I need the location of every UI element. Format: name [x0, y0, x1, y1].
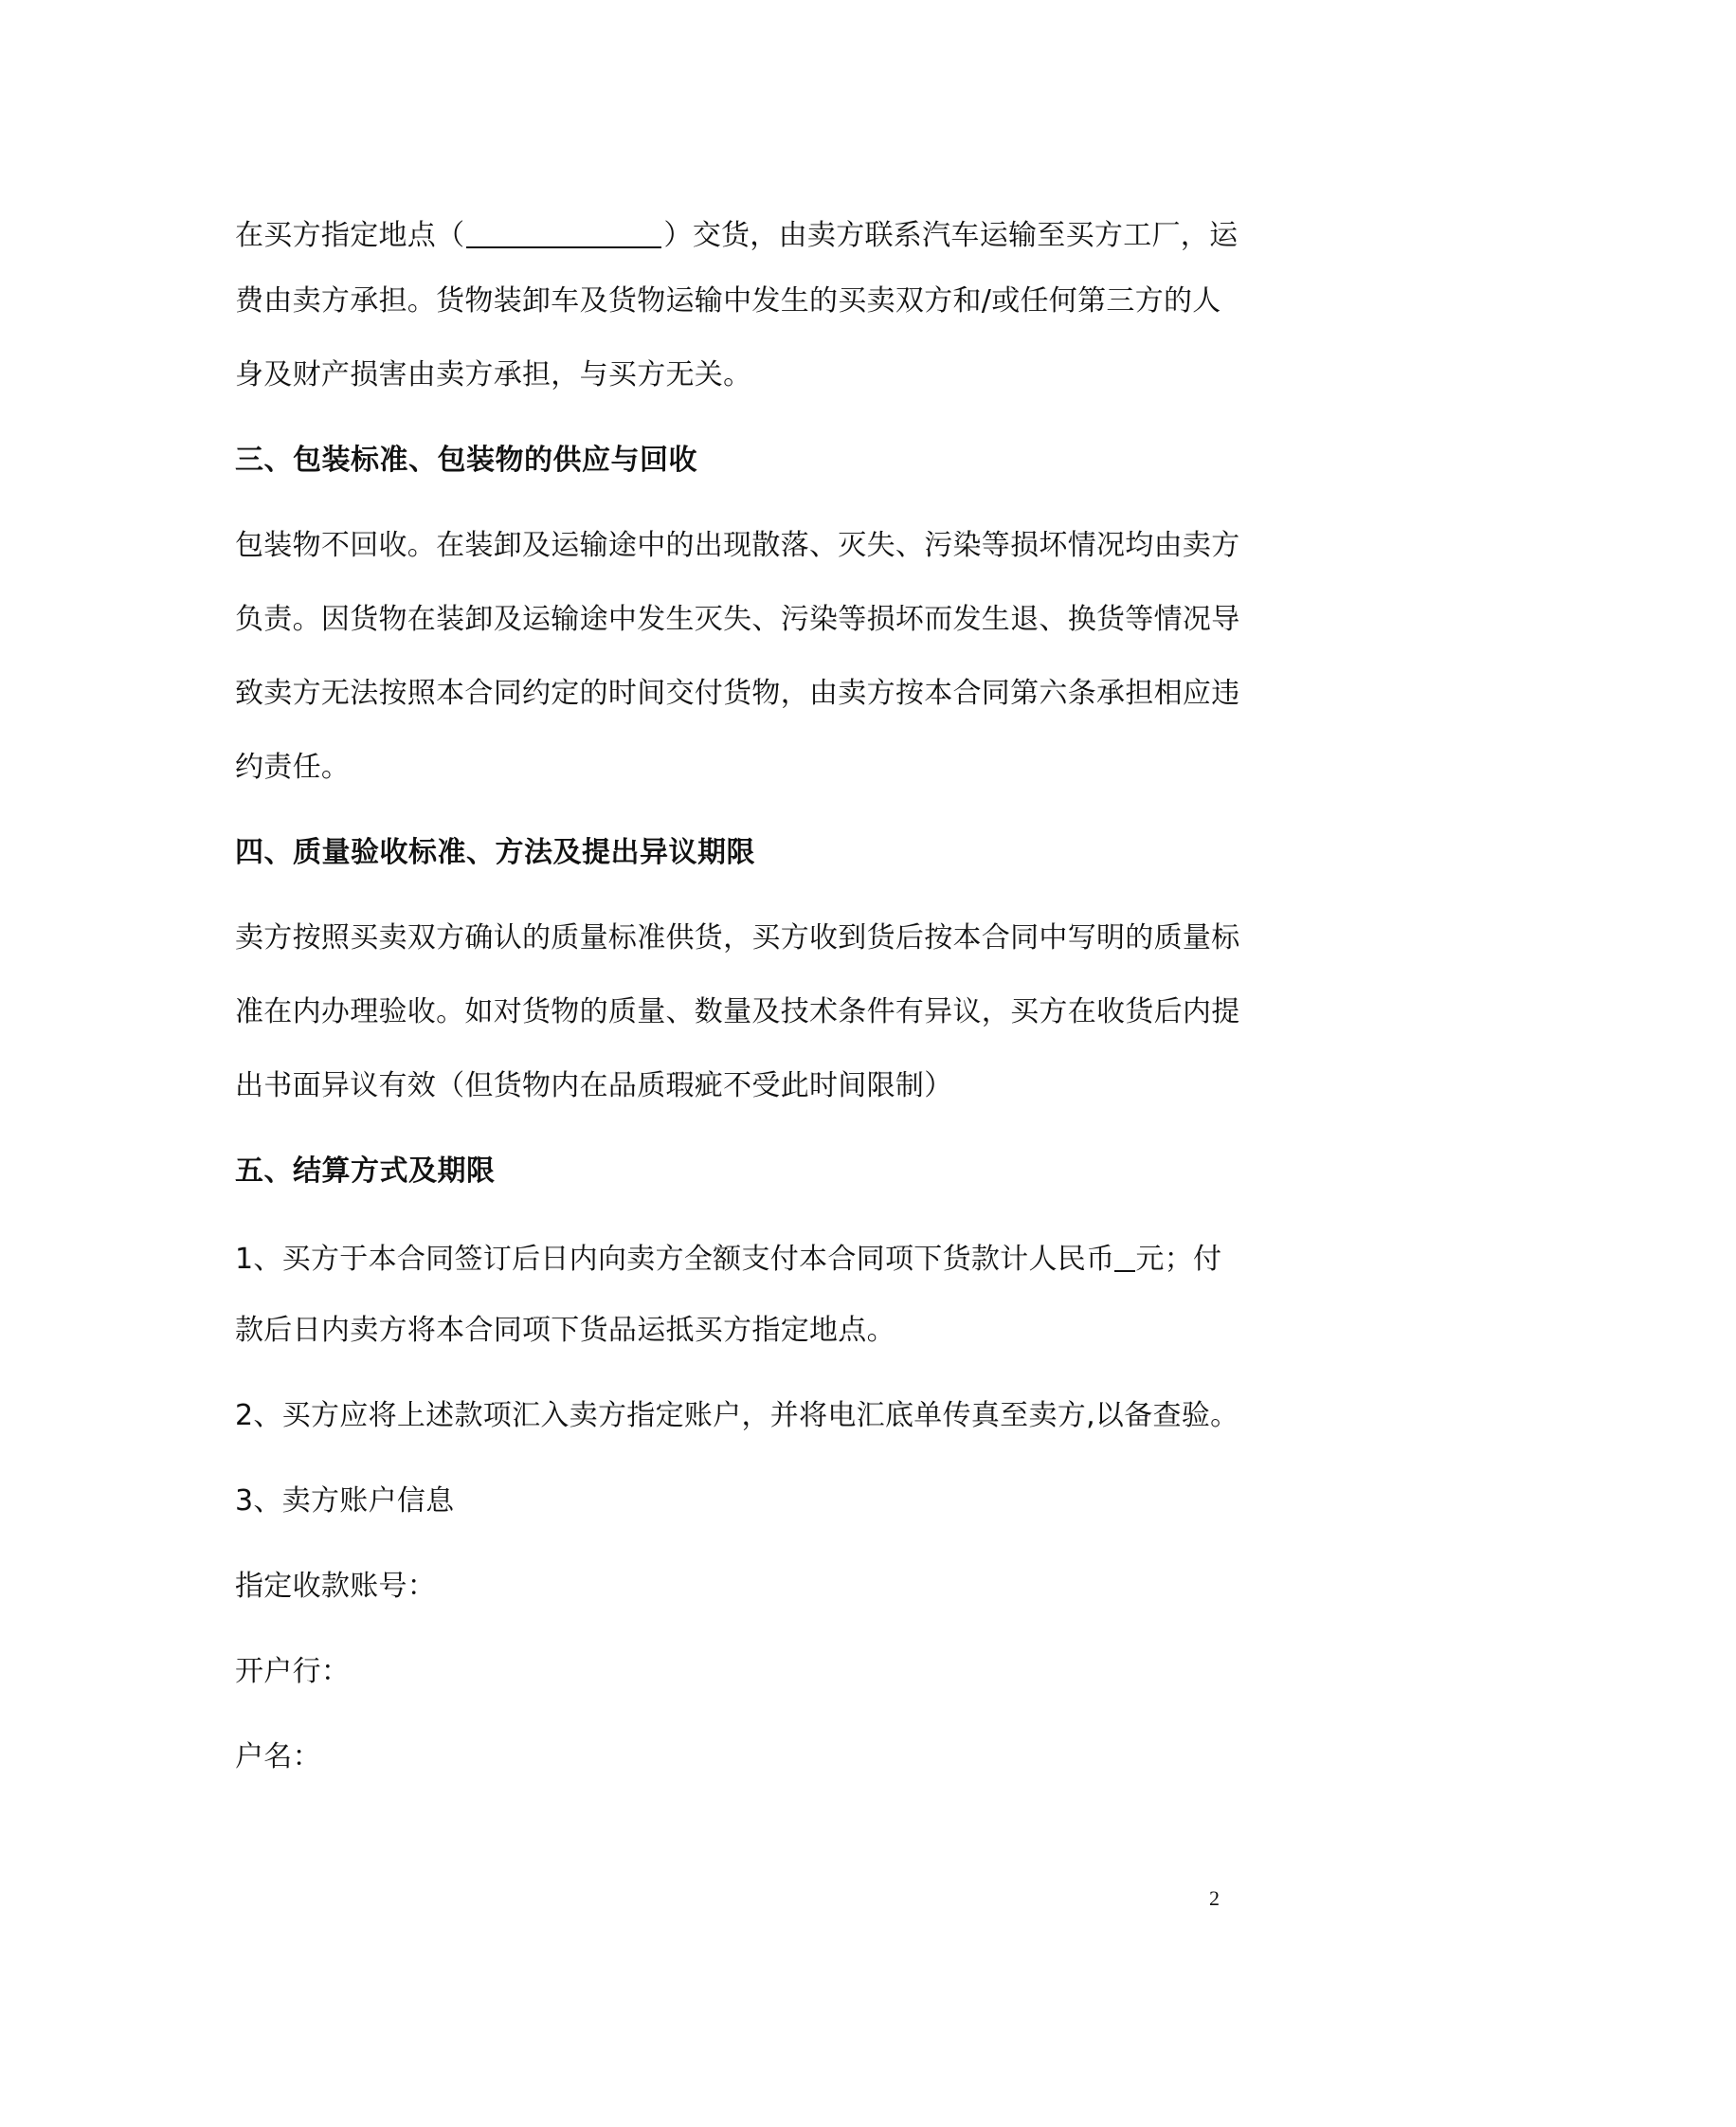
payment-amount-blank — [1114, 1238, 1135, 1272]
section-5-item-1-line-1 — [235, 1238, 1221, 1279]
delivery-line-1-prefix: 在买方指定地点（ — [235, 219, 465, 252]
section-5-item-2: 2、买方应将上述款项汇入卖方指定账户，并将电汇底单传真至卖方,以备查验。 — [235, 1399, 1239, 1432]
section-4-line-1: 卖方按照买卖双方确认的质量标准供货，买方收到货后按本合同中写明的质量标 — [235, 921, 1240, 954]
section-4-heading: 四、质量验收标准、方法及提出异议期限 — [235, 836, 755, 869]
page-number: 2 — [1209, 1886, 1220, 1910]
section-5-item-3: 3、卖方账户信息 — [235, 1484, 455, 1518]
section-5-heading: 五、结算方式及期限 — [235, 1154, 496, 1188]
section-5-item-1-line-2: 款后日内卖方将本合同项下货品运抵买方指定地点。 — [235, 1314, 895, 1347]
section-5-item-1-prefix: 1、买方于本合同签订后日内向卖方全额支付本合同项下货款计人民币 — [235, 1243, 1115, 1276]
delivery-location-blank — [466, 214, 661, 248]
section-3-heading: 三、包装标准、包装物的供应与回收 — [235, 444, 697, 477]
section-3-line-4: 约责任。 — [235, 751, 351, 784]
section-3-line-3: 致卖方无法按照本合同约定的时间交付货物，由卖方按本合同第六条承担相应违 — [235, 677, 1240, 710]
delivery-line-2: 费由卖方承担。货物装卸车及货物运输中发生的买卖双方和/或任何第三方的人 — [235, 284, 1221, 318]
section-4-line-2: 准在内办理验收。如对货物的质量、数量及技术条件有异议，买方在收货后内提 — [235, 995, 1240, 1028]
delivery-line-1-suffix: ）交货，由卖方联系汽车运输至买方工厂，运 — [663, 219, 1239, 252]
delivery-line-1 — [235, 214, 1238, 255]
account-name-label: 户名： — [235, 1740, 321, 1773]
section-3-line-2: 负责。因货物在装卸及运输途中发生灭失、污染等损坏而发生退、换货等情况导 — [235, 603, 1240, 636]
section-3-line-1: 包装物不回收。在装卸及运输途中的出现散落、灭失、污染等损坏情况均由卖方 — [235, 529, 1240, 562]
account-number-label: 指定收款账号： — [235, 1570, 437, 1603]
section-4-line-3: 出书面异议有效（但货物内在品质瑕疵不受此时间限制） — [235, 1069, 953, 1102]
bank-label: 开户行： — [235, 1655, 351, 1688]
section-5-item-1-suffix: 元；付 — [1135, 1243, 1222, 1276]
delivery-line-3: 身及财产损害由卖方承担，与买方无关。 — [235, 358, 752, 391]
